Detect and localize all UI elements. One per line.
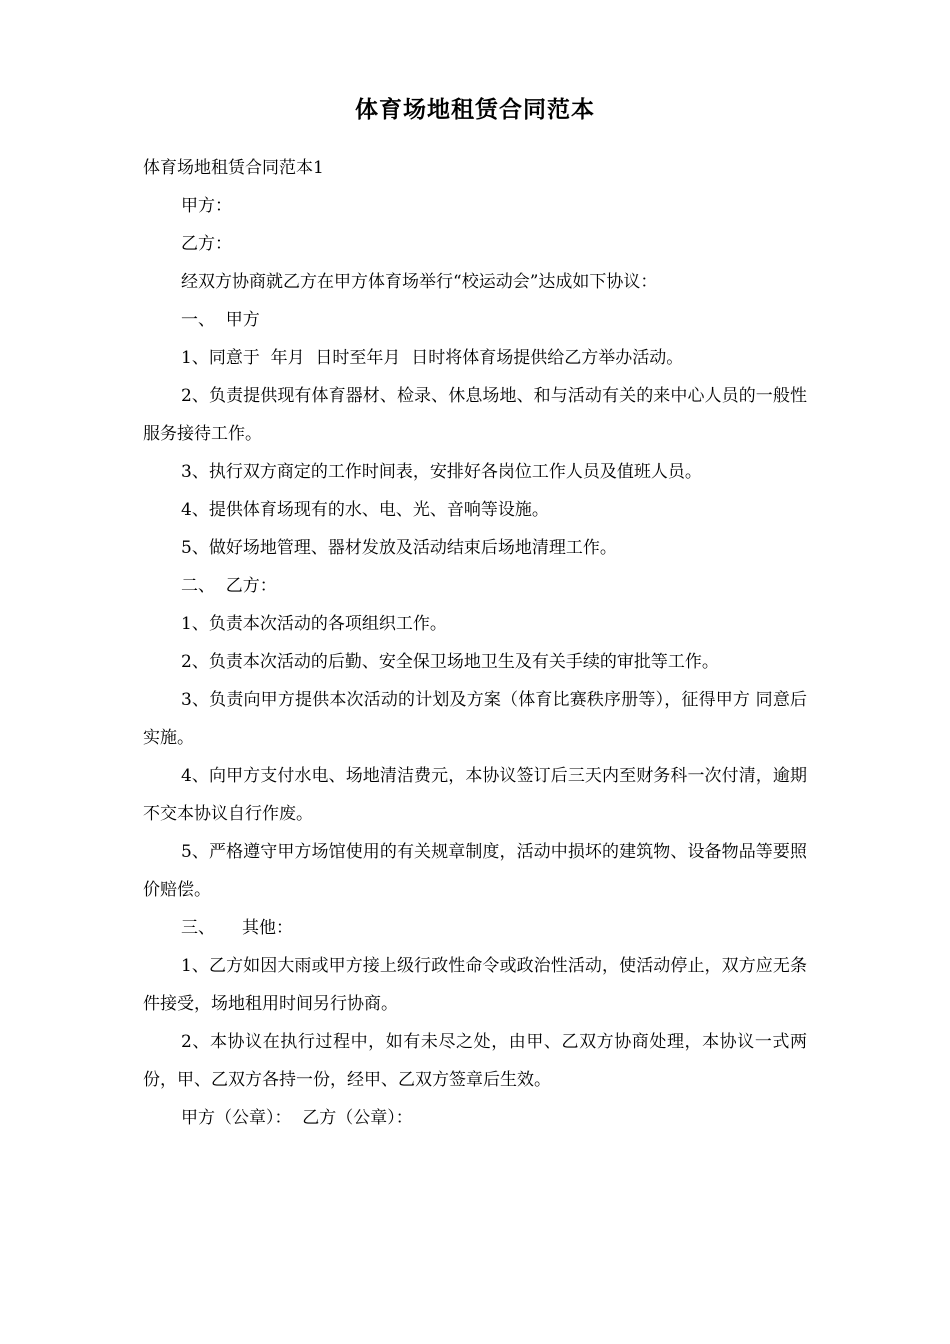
document-title: 体育场地租赁合同范本: [355, 97, 595, 123]
clause-b-3: 3、负责向甲方提供本次活动的计划及方案（体育比赛秩序册等），征得甲方 同意后实施。: [143, 690, 807, 748]
clause-b-5: 5、严格遵守甲方场馆使用的有关规章制度，活动中损坏的建筑物、设备物品等要照价赔偿。: [143, 842, 807, 900]
section-heading-party-b: 二、 乙方：: [181, 576, 277, 596]
section-heading-other: 三、 其他：: [181, 918, 294, 938]
paragraph-subtitle: 体育场地租赁合同范本1: [143, 158, 324, 178]
clause-other-1: 1、乙方如因大雨或甲方接上级行政性命令或政治性活动，使活动停止，双方应无条件接受，场地租用时间另行协商。: [143, 956, 807, 1014]
clause-b-4: 4、向甲方支付水电、场地清洁费元，本协议签订后三天内至财务科一次付清，逾期不交本协议自行作废。: [143, 766, 807, 824]
clause-b-2: 2、负责本次活动的后勤、安全保卫场地卫生及有关手续的审批等工作。: [181, 652, 719, 672]
section-heading-party-a: 一、 甲方: [181, 310, 260, 330]
paragraph-party-a: 甲方：: [181, 196, 232, 216]
signature-line: 甲方（公章）： 乙方（公章）：: [181, 1108, 413, 1128]
clause-a-3: 3、执行双方商定的工作时间表，安排好各岗位工作人员及值班人员。: [181, 462, 702, 482]
document-body: [143, 149, 807, 1137]
clause-other-2: 2、本协议在执行过程中，如有未尽之处，由甲、乙双方协商处理，本协议一式两份，甲、乙双方各持一份，经甲、乙双方签章后生效。: [143, 1032, 807, 1090]
paragraph-intro: 经双方协商就乙方在甲方体育场举行“校运动会”达成如下协议：: [181, 272, 658, 292]
clause-a-4: 4、提供体育场现有的水、电、光、音响等设施。: [181, 500, 549, 520]
clause-a-1: 1、同意于 年月 日时至年月 日时将体育场提供给乙方举办活动。: [181, 348, 684, 368]
clause-a-5: 5、做好场地管理、器材发放及活动结束后场地清理工作。: [181, 538, 617, 558]
clause-b-1: 1、负责本次活动的各项组织工作。: [181, 614, 447, 634]
paragraph-party-b: 乙方：: [181, 234, 232, 254]
clause-a-2: 2、负责提供现有体育器材、检录、休息场地、和与活动有关的来中心人员的一般性服务接待工作。: [143, 386, 807, 444]
